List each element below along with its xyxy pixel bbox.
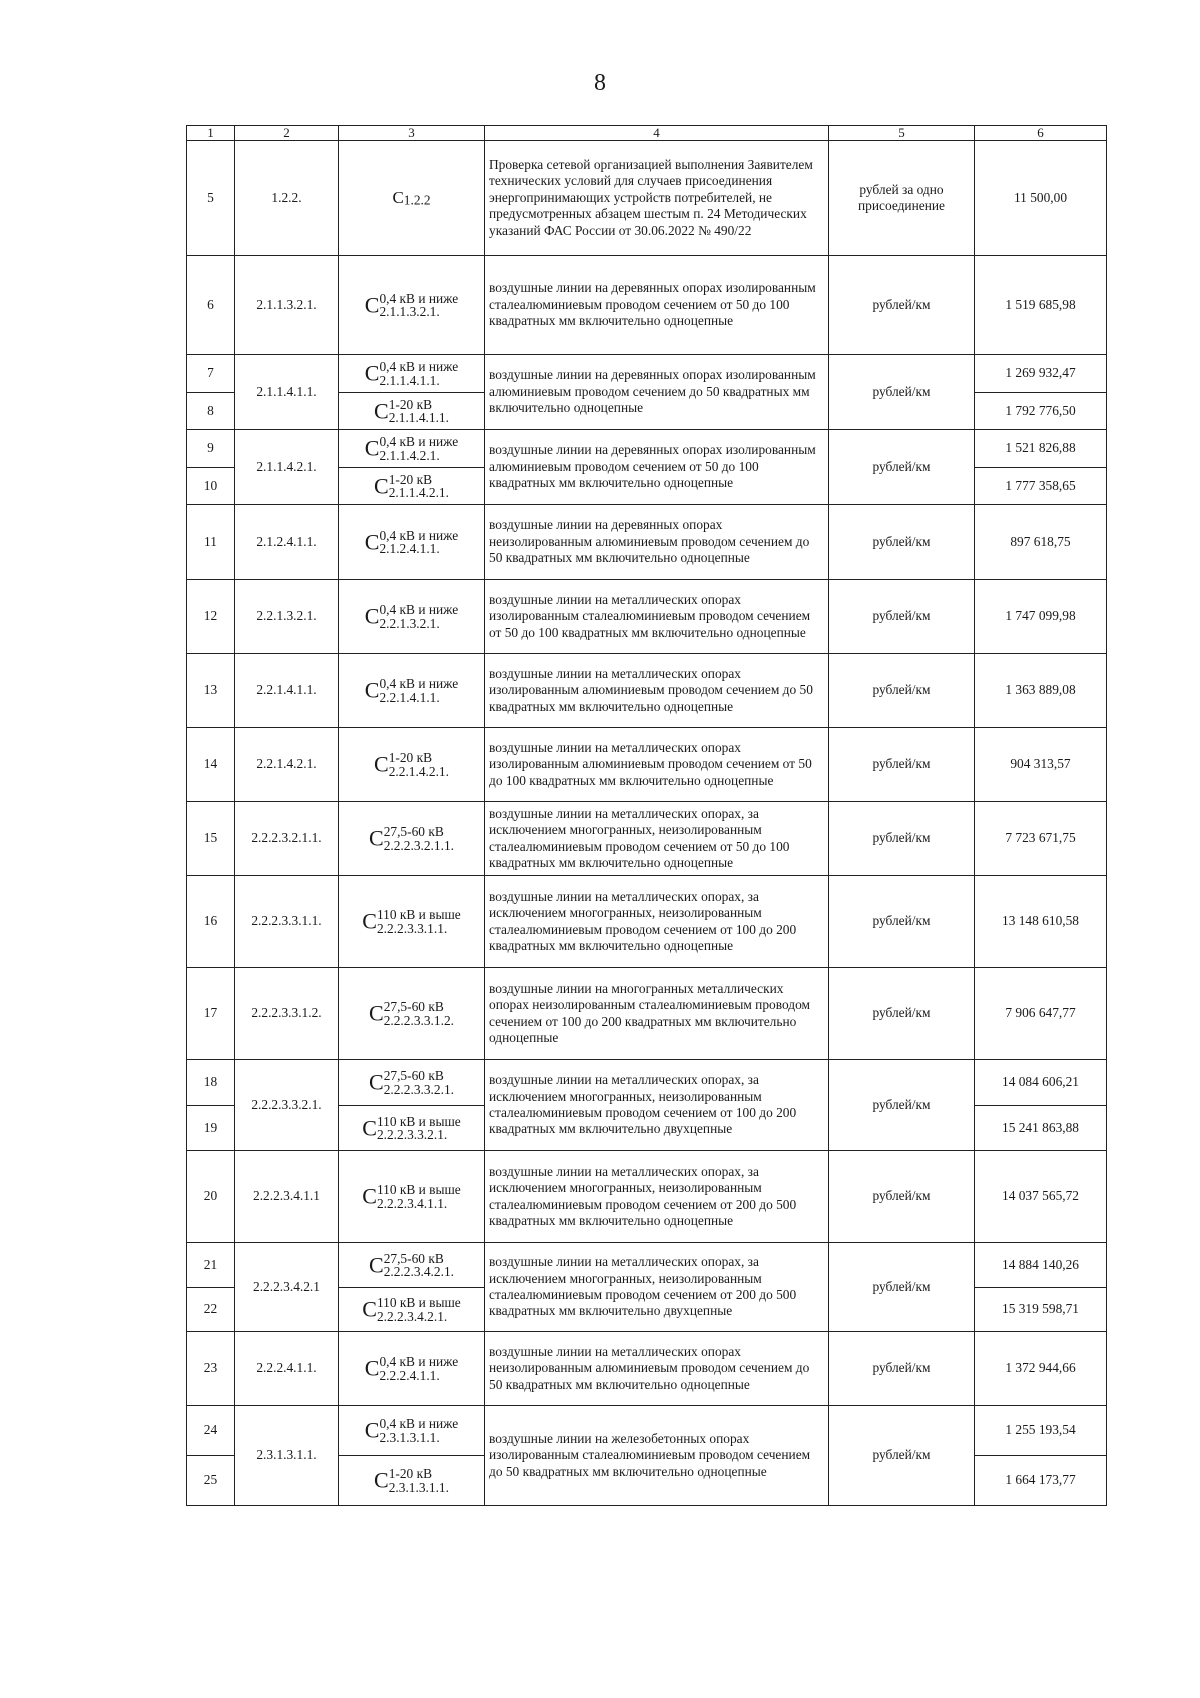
table-row <box>187 580 1107 654</box>
table-row <box>187 430 1107 468</box>
value: 11 500,00 <box>975 141 1107 256</box>
item-code: 2.1.1.3.2.1. <box>235 256 339 355</box>
rate-symbol: C 27,5-60 кВ 2.2.2.3.2.1.1. <box>339 802 485 876</box>
item-code: 2.2.2.3.4.1.1 <box>235 1151 339 1243</box>
rate-subscript: 2.2.1.3.2.1. <box>379 615 440 631</box>
rate-subscript: 2.1.1.4.1.1. <box>388 410 449 425</box>
unit: рублей/км <box>829 505 975 580</box>
value: 1 255 193,54 <box>975 1406 1107 1456</box>
unit: рублей/км <box>829 430 975 505</box>
rate-superscript: 110 кВ и выше <box>376 907 461 923</box>
unit: рублей/км <box>829 355 975 430</box>
rate-subscript: 2.2.2.3.2.1.1. <box>383 837 454 853</box>
item-code: 2.2.1.4.1.1. <box>235 654 339 728</box>
rate-subscript: 2.2.1.4.2.1. <box>388 763 449 779</box>
header-cell: 2 <box>235 126 339 141</box>
rate-subscript: 2.2.2.3.4.1.1. <box>376 1195 448 1211</box>
table-row <box>187 1332 1107 1406</box>
rate-superscript: 0,4 кВ и ниже <box>379 676 459 692</box>
row-number: 21 <box>187 1243 235 1288</box>
rate-subscript: 2.1.1.4.2.1. <box>379 447 440 463</box>
table-row <box>187 355 1107 393</box>
value: 1 372 944,66 <box>975 1332 1107 1406</box>
rate-symbol: C 0,4 кВ и ниже 2.2.1.3.2.1. <box>339 580 485 654</box>
item-code: 2.1.2.4.1.1. <box>235 505 339 580</box>
rate-subscript: 2.2.2.4.1.1. <box>379 1367 440 1383</box>
rate-symbol: C 0,4 кВ и ниже 2.2.2.4.1.1. <box>339 1332 485 1406</box>
rate-superscript: 110 кВ и выше <box>376 1182 461 1198</box>
value: 14 884 140,26 <box>975 1243 1107 1288</box>
description: воздушные линии на металлических опорах изолированным сталеалюминиевым проводом сечением от 50 до 100 квадратных мм включительно одноцепные <box>485 580 829 654</box>
description: воздушные линии на металлических опорах изолированным алюминиевым проводом сечением от 50 до 100 квадратных мм включительно одноцепные <box>485 728 829 802</box>
header-cell: 5 <box>829 126 975 141</box>
item-code: 1.2.2. <box>235 141 339 256</box>
row-number: 20 <box>187 1151 235 1243</box>
item-code: 2.2.2.3.3.2.1. <box>235 1060 339 1151</box>
item-code: 2.2.1.4.2.1. <box>235 728 339 802</box>
rate-superscript: 0,4 кВ и ниже <box>379 602 459 618</box>
rate-subscript: 1.2.2 <box>403 192 431 208</box>
rate-subscript: 2.2.2.3.4.2.1. <box>376 1308 448 1324</box>
unit: рублей/км <box>829 654 975 728</box>
table-row <box>187 256 1107 355</box>
value: 15 319 598,71 <box>975 1288 1107 1332</box>
unit: рублей/км <box>829 802 975 876</box>
rate-symbol: C 1-20 кВ 2.3.1.3.1.1. <box>339 1456 485 1506</box>
rate-superscript: 27,5-60 кВ <box>383 999 444 1015</box>
rate-symbol: C 0,4 кВ и ниже 2.1.2.4.1.1. <box>339 505 485 580</box>
value: 7 906 647,77 <box>975 968 1107 1060</box>
description: воздушные линии на деревянных опорах изолированным алюминиевым проводом сечением до 50 квадратных мм включительно одноцепные <box>485 355 829 430</box>
rate-superscript: 1-20 кВ <box>388 396 433 412</box>
rate-superscript: 1-20 кВ <box>388 471 433 487</box>
row-number: 12 <box>187 580 235 654</box>
value: 897 618,75 <box>975 505 1107 580</box>
rate-symbol: C 0,4 кВ и ниже 2.2.1.4.1.1. <box>339 654 485 728</box>
rate-superscript: 0,4 кВ и ниже <box>379 1416 459 1432</box>
rate-subscript: 2.2.2.3.4.2.1. <box>383 1264 454 1279</box>
description: воздушные линии на металлических опорах неизолированным алюминиевым проводом сечением до 50 квадратных мм включительно одноцепные <box>485 1332 829 1406</box>
item-code: 2.3.1.3.1.1. <box>235 1406 339 1506</box>
page-number: 8 <box>594 70 606 96</box>
row-number: 7 <box>187 355 235 393</box>
header-cell: 6 <box>975 126 1107 141</box>
row-number: 10 <box>187 468 235 505</box>
description: Проверка сетевой организацией выполнения Заявителем технических условий для случаев присоединения энергопринимающих устройств потребителей, не предусмотренных абзацем шестым п. 24 Методических указаний ФАС России от 30.06.2022 № 490/22 <box>485 141 829 256</box>
row-number: 19 <box>187 1106 235 1151</box>
table-row <box>187 141 1107 256</box>
rate-symbol: C 1-20 кВ 2.1.1.4.1.1. <box>339 393 485 430</box>
rate-superscript: 0,4 кВ и ниже <box>379 527 459 543</box>
rate-symbol: C1.2.2 <box>339 141 485 256</box>
row-number: 11 <box>187 505 235 580</box>
table-row <box>187 802 1107 876</box>
value: 7 723 671,75 <box>975 802 1107 876</box>
unit: рублей/км <box>829 728 975 802</box>
description: воздушные линии на деревянных опорах изолированным алюминиевым проводом сечением от 50 до 100 квадратных мм включительно одноцепные <box>485 430 829 505</box>
rate-symbol: C 0,4 кВ и ниже 2.1.1.4.1.1. <box>339 355 485 393</box>
rate-subscript: 2.3.1.3.1.1. <box>379 1429 440 1445</box>
unit: рублей/км <box>829 1243 975 1332</box>
row-number: 16 <box>187 876 235 968</box>
description: воздушные линии на металлических опорах, за исключением многогранных, неизолированным сталеалюминиевым проводом сечением от 100 до 200 квадратных мм включительно одноцепные <box>485 876 829 968</box>
rate-superscript: 1-20 кВ <box>388 750 433 766</box>
row-number: 22 <box>187 1288 235 1332</box>
tariff-table <box>186 125 1107 1506</box>
row-number: 17 <box>187 968 235 1060</box>
value: 1 792 776,50 <box>975 393 1107 430</box>
value: 1 519 685,98 <box>975 256 1107 355</box>
unit: рублей/км <box>829 1332 975 1406</box>
value: 1 664 173,77 <box>975 1456 1107 1506</box>
value: 1 363 889,08 <box>975 654 1107 728</box>
rate-superscript: 1-20 кВ <box>388 1466 433 1482</box>
table-row <box>187 876 1107 968</box>
row-number: 8 <box>187 393 235 430</box>
description: воздушные линии на многогранных металлических опорах неизолированным сталеалюминиевым проводом сечением от 100 до 200 квадратных мм включительно одноцепные <box>485 968 829 1060</box>
item-code: 2.2.2.3.3.1.1. <box>235 876 339 968</box>
table-row <box>187 968 1107 1060</box>
value: 1 521 826,88 <box>975 430 1107 468</box>
description: воздушные линии на металлических опорах, за исключением многогранных, неизолированным сталеалюминиевым проводом сечением от 100 до 200 квадратных мм включительно двухцепные <box>485 1060 829 1151</box>
table-header-row <box>187 126 1107 141</box>
value: 14 037 565,72 <box>975 1151 1107 1243</box>
table-row <box>187 505 1107 580</box>
value: 14 084 606,21 <box>975 1060 1107 1106</box>
description: воздушные линии на деревянных опорах изолированным сталеалюминиевым проводом сечением от 50 до 100 квадратных мм включительно одноцепные <box>485 256 829 355</box>
unit: рублей/км <box>829 1406 975 1506</box>
rate-superscript: 110 кВ и выше <box>376 1113 461 1129</box>
row-number: 6 <box>187 256 235 355</box>
rate-subscript: 2.2.2.3.3.1.1. <box>376 920 448 936</box>
rate-subscript: 2.3.1.3.1.1. <box>388 1479 449 1495</box>
item-code: 2.2.2.4.1.1. <box>235 1332 339 1406</box>
item-code: 2.2.2.3.2.1.1. <box>235 802 339 876</box>
rate-symbol: C 1-20 кВ 2.2.1.4.2.1. <box>339 728 485 802</box>
rate-superscript: 27,5-60 кВ <box>383 1250 444 1266</box>
rate-superscript: 27,5-60 кВ <box>383 1068 444 1084</box>
header-cell: 3 <box>339 126 485 141</box>
rate-subscript: 2.1.1.4.2.1. <box>388 485 449 500</box>
value: 1 777 358,65 <box>975 468 1107 505</box>
header-cell: 4 <box>485 126 829 141</box>
value: 1 269 932,47 <box>975 355 1107 393</box>
description: воздушные линии на железобетонных опорах изолированным сталеалюминиевым проводом сечением до 50 квадратных мм включительно одноцепные <box>485 1406 829 1506</box>
row-number: 23 <box>187 1332 235 1406</box>
row-number: 14 <box>187 728 235 802</box>
value: 1 747 099,98 <box>975 580 1107 654</box>
rate-subscript: 2.2.2.3.3.2.1. <box>376 1127 448 1142</box>
description: воздушные линии на деревянных опорах неизолированным алюминиевым проводом сечением до 50 квадратных мм включительно одноцепные <box>485 505 829 580</box>
description: воздушные линии на металлических опорах изолированным алюминиевым проводом сечением до 50 квадратных мм включительно одноцепные <box>485 654 829 728</box>
rate-subscript: 2.1.2.4.1.1. <box>379 541 440 556</box>
item-code: 2.2.2.3.3.1.2. <box>235 968 339 1060</box>
item-code: 2.1.1.4.1.1. <box>235 355 339 430</box>
unit: рублей/км <box>829 1151 975 1243</box>
table-row <box>187 1243 1107 1288</box>
table-row <box>187 1406 1107 1456</box>
value: 904 313,57 <box>975 728 1107 802</box>
row-number: 15 <box>187 802 235 876</box>
rate-subscript: 2.2.1.4.1.1. <box>379 689 440 705</box>
description: воздушные линии на металлических опорах, за исключением многогранных, неизолированным сталеалюминиевым проводом сечением от 50 до 100 квадратных мм включительно одноцепные <box>485 802 829 876</box>
row-number: 5 <box>187 141 235 256</box>
rate-symbol: C 110 кВ и выше 2.2.2.3.3.1.1. <box>339 876 485 968</box>
rate-subscript: 2.1.1.4.1.1. <box>379 372 440 388</box>
unit: рублей/км <box>829 256 975 355</box>
rate-superscript: 0,4 кВ и ниже <box>379 290 459 306</box>
item-code: 2.2.1.3.2.1. <box>235 580 339 654</box>
row-number: 18 <box>187 1060 235 1106</box>
rate-superscript: 0,4 кВ и ниже <box>379 359 459 375</box>
table-row <box>187 654 1107 728</box>
rate-symbol: C 110 кВ и выше 2.2.2.3.3.2.1. <box>339 1106 485 1151</box>
table-row <box>187 1060 1107 1106</box>
row-number: 24 <box>187 1406 235 1456</box>
unit: рублей/км <box>829 876 975 968</box>
value: 13 148 610,58 <box>975 876 1107 968</box>
row-number: 9 <box>187 430 235 468</box>
header-cell: 1 <box>187 126 235 141</box>
rate-symbol: C 27,5-60 кВ 2.2.2.3.3.1.2. <box>339 968 485 1060</box>
value: 15 241 863,88 <box>975 1106 1107 1151</box>
rate-symbol: C 0,4 кВ и ниже 2.1.1.4.2.1. <box>339 430 485 468</box>
rate-subscript: 2.2.2.3.3.2.1. <box>383 1081 454 1097</box>
rate-symbol: C 110 кВ и выше 2.2.2.3.4.2.1. <box>339 1288 485 1332</box>
description: воздушные линии на металлических опорах, за исключением многогранных, неизолированным сталеалюминиевым проводом сечением от 200 до 500 квадратных мм включительно одноцепные <box>485 1151 829 1243</box>
rate-subscript: 2.2.2.3.3.1.2. <box>383 1012 454 1028</box>
item-code: 2.1.1.4.2.1. <box>235 430 339 505</box>
rate-symbol: C 0,4 кВ и ниже 2.3.1.3.1.1. <box>339 1406 485 1456</box>
rate-symbol: C 1-20 кВ 2.1.1.4.2.1. <box>339 468 485 505</box>
row-number: 13 <box>187 654 235 728</box>
rate-superscript: 110 кВ и выше <box>376 1295 461 1311</box>
description: воздушные линии на металлических опорах, за исключением многогранных, неизолированным сталеалюминиевым проводом сечением от 200 до 500 квадратных мм включительно двухцепные <box>485 1243 829 1332</box>
rate-superscript: 27,5-60 кВ <box>383 824 444 840</box>
rate-symbol: C 27,5-60 кВ 2.2.2.3.4.2.1. <box>339 1243 485 1288</box>
rate-symbol: C 27,5-60 кВ 2.2.2.3.3.2.1. <box>339 1060 485 1106</box>
table-row <box>187 1151 1107 1243</box>
rate-symbol: C 110 кВ и выше 2.2.2.3.4.1.1. <box>339 1151 485 1243</box>
unit: рублей/км <box>829 1060 975 1151</box>
unit: рублей/км <box>829 580 975 654</box>
rate-superscript: 0,4 кВ и ниже <box>379 1354 459 1370</box>
item-code: 2.2.2.3.4.2.1 <box>235 1243 339 1332</box>
rate-symbol: C 0,4 кВ и ниже 2.1.1.3.2.1. <box>339 256 485 355</box>
row-number: 25 <box>187 1456 235 1506</box>
rate-superscript: 0,4 кВ и ниже <box>379 434 459 450</box>
unit: рублей/км <box>829 968 975 1060</box>
rate-subscript: 2.1.1.3.2.1. <box>379 304 440 319</box>
table-row <box>187 728 1107 802</box>
unit: рублей за одно присоединение <box>829 141 975 256</box>
